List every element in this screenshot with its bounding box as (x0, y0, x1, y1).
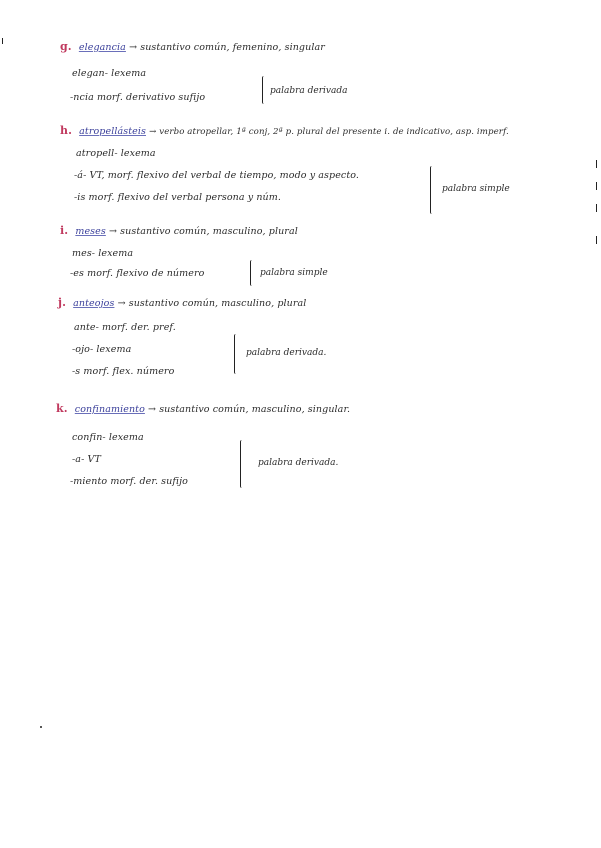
entry-i-classification: palabra simple (260, 268, 328, 278)
entry-i-brace (250, 260, 254, 286)
entry-g-classification: palabra derivada (270, 86, 348, 96)
entry-j-part-2: -ojo- lexema (72, 344, 132, 355)
entry-h-heading (60, 124, 509, 137)
entry-g-brace (262, 76, 266, 104)
entry-analysis: → sustantivo común, masculino, plural (117, 298, 307, 309)
entry-k-part-2: -a- VT (72, 454, 101, 465)
left-edge-mark (2, 38, 3, 44)
entry-letter: k. (56, 402, 68, 415)
right-edge-mark (596, 160, 597, 168)
entry-letter: g. (60, 40, 72, 53)
entry-h-part-1: atropell- lexema (76, 148, 156, 159)
entry-analysis: → sustantivo común, masculino, plural (108, 226, 298, 237)
entry-h-part-3: -is morf. flexivo del verbal persona y núm. (74, 192, 281, 203)
entry-g-part-1: elegan- lexema (72, 68, 147, 79)
entry-word: elegancia (78, 42, 126, 53)
entry-word: meses (75, 226, 106, 237)
entry-i-part-2: -es morf. flexivo de número (70, 268, 205, 279)
entry-h-brace (430, 166, 434, 214)
right-edge-mark (596, 204, 597, 212)
entry-g-heading (60, 40, 325, 53)
entry-k-heading (56, 402, 350, 415)
entry-analysis: → sustantivo común, masculino, singular. (148, 404, 351, 415)
entry-i-heading (60, 224, 298, 237)
right-edge-mark (596, 236, 597, 244)
entry-letter: i. (60, 224, 69, 237)
entry-word: anteojos (73, 298, 115, 309)
entry-h-classification: palabra simple (442, 184, 510, 194)
entry-j-brace (234, 334, 238, 374)
entry-k-brace (240, 440, 244, 488)
entry-k-part-3: -miento morf. der. sufijo (70, 476, 188, 487)
entry-i-part-1: mes- lexema (72, 248, 134, 259)
entry-letter: j. (58, 296, 67, 309)
entry-h-part-2: -á- VT, morf. flexivo del verbal de tiempo, modo y aspecto. (74, 170, 360, 181)
entry-word: confinamiento (74, 404, 145, 415)
entry-j-heading (58, 296, 306, 309)
entry-g-part-2: -ncia morf. derivativo sufijo (70, 92, 206, 103)
entry-word: atropellásteis (79, 126, 146, 137)
entry-letter: h. (60, 124, 73, 137)
entry-j-classification: palabra derivada. (246, 348, 327, 358)
right-edge-mark (596, 182, 597, 190)
entry-j-part-3: -s morf. flex. número (72, 366, 175, 377)
stray-pen-mark (40, 726, 42, 728)
entry-analysis: → verbo atropellar, 1ª conj, 2ª p. plural del presente i. de indicativo, asp. imperf. (149, 127, 509, 137)
entry-k-part-1: confin- lexema (72, 432, 144, 443)
entry-analysis: → sustantivo común, femenino, singular (129, 42, 325, 53)
entry-j-part-1: ante- morf. der. pref. (74, 322, 176, 333)
entry-k-classification: palabra derivada. (258, 458, 339, 468)
